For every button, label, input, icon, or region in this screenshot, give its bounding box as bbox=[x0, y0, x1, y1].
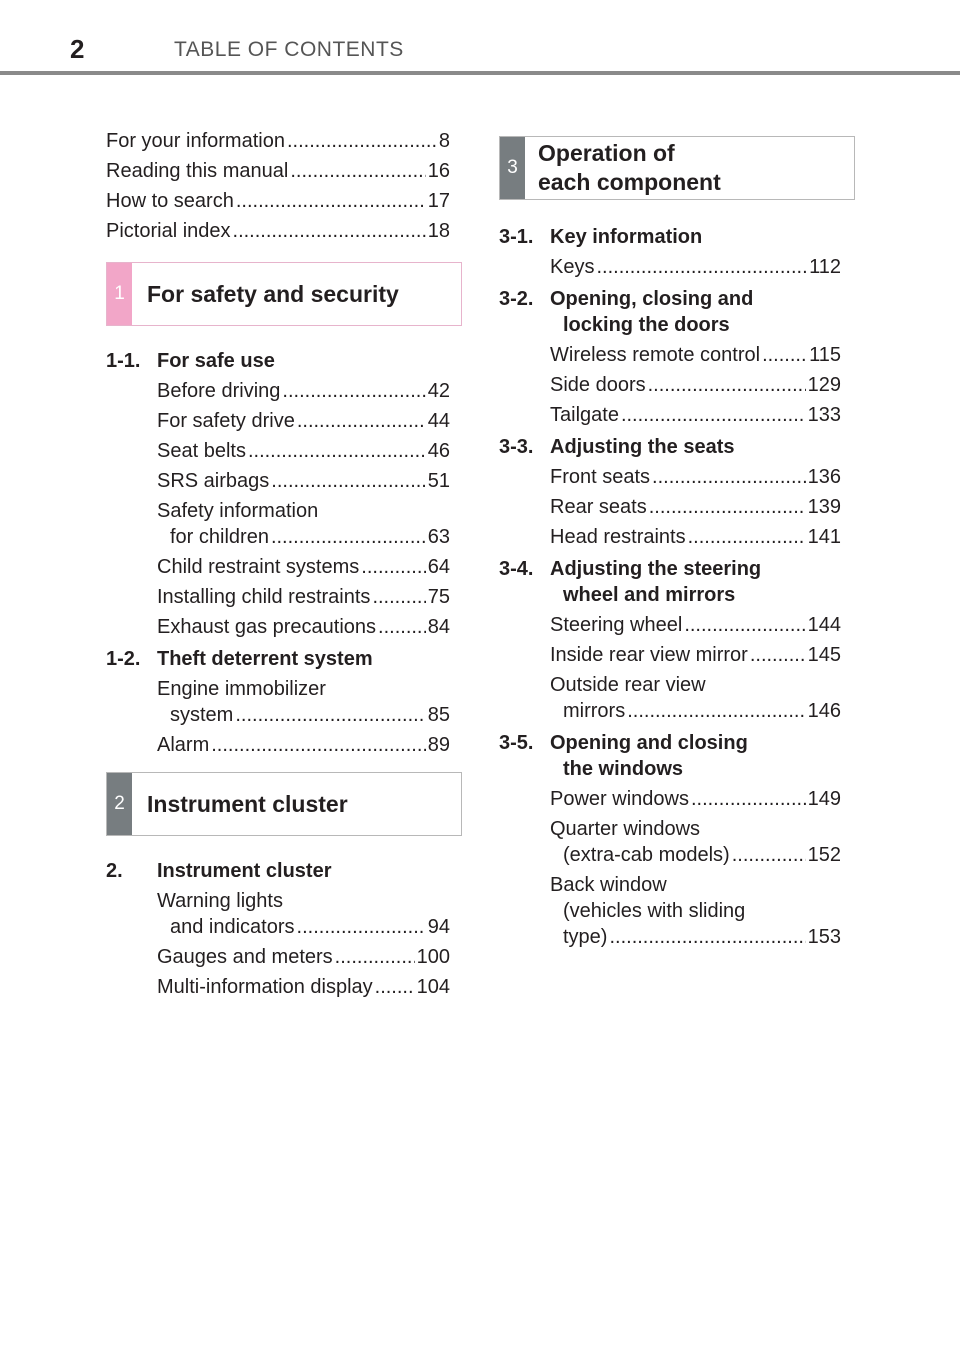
toc-entry[interactable]: Rear seats ..... 139 bbox=[550, 494, 841, 520]
toc-entry[interactable]: Steering wheel ..... 144 bbox=[550, 612, 841, 638]
toc-entry[interactable]: Alarm ..... 89 bbox=[157, 732, 450, 758]
top-entries bbox=[106, 128, 450, 244]
page-number: 2 bbox=[70, 34, 85, 64]
toc-entry[interactable]: SRS airbags ..... 51 bbox=[157, 468, 450, 494]
subsection-heading[interactable]: 1-1. For safe use bbox=[106, 350, 275, 372]
section-tab-3: 3 bbox=[500, 137, 525, 199]
toc-entry[interactable]: For your information ..... 8 bbox=[106, 128, 450, 154]
section-tab-1: 1 bbox=[107, 263, 132, 325]
section-title-1: For safety and security bbox=[147, 280, 399, 307]
toc-entry[interactable]: How to search ..... 17 bbox=[106, 188, 450, 214]
toc-entry[interactable]: Safety information for children ..... 63 bbox=[157, 498, 450, 550]
section-tab-2: 2 bbox=[107, 773, 132, 835]
subsection-3-4 bbox=[499, 556, 855, 724]
toc-entry[interactable]: Outside rear view mirrors ..... 146 bbox=[550, 672, 841, 724]
toc-entry[interactable]: For safety drive ..... 44 bbox=[157, 408, 450, 434]
subsection-3-5 bbox=[499, 730, 855, 950]
subsection-1-1 bbox=[106, 348, 450, 640]
toc-entry[interactable]: Before driving ..... 42 bbox=[157, 378, 450, 404]
toc-entry[interactable]: Warning lights and indicators ..... 94 bbox=[157, 888, 450, 940]
subsection-2 bbox=[106, 858, 450, 1000]
section-header-1[interactable] bbox=[106, 262, 462, 326]
subsection-heading[interactable]: 3-2. Opening, closing and locking the doors bbox=[499, 288, 754, 336]
section-title-2: Instrument cluster bbox=[147, 790, 348, 817]
subsection-heading[interactable]: 3-1. Key information bbox=[499, 226, 703, 248]
toc-entry[interactable]: Seat belts ..... 46 bbox=[157, 438, 450, 464]
toc-entry[interactable]: Wireless remote control ..... 115 bbox=[550, 342, 841, 368]
subsection-heading[interactable]: 3-3. Adjusting the seats bbox=[499, 436, 735, 458]
toc-entry[interactable]: Front seats ..... 136 bbox=[550, 464, 841, 490]
section-title-3: Operation of each component bbox=[538, 140, 721, 195]
toc-entry[interactable]: Multi-information display ..... 104 bbox=[157, 974, 450, 1000]
toc-entry[interactable]: Gauges and meters ..... 100 bbox=[157, 944, 450, 970]
subsection-heading[interactable]: 3-4. Adjusting the steering wheel and mirrors bbox=[499, 558, 762, 606]
toc-entry[interactable]: Tailgate ..... 133 bbox=[550, 402, 841, 428]
toc-entry[interactable]: Installing child restraints ..... 75 bbox=[157, 584, 450, 610]
header-divider bbox=[0, 71, 960, 75]
toc-entry[interactable]: Reading this manual ..... 16 bbox=[106, 158, 450, 184]
subsection-1-2 bbox=[106, 646, 450, 758]
page-header bbox=[0, 0, 960, 78]
subsection-3-1 bbox=[499, 224, 855, 280]
toc-entry[interactable]: Exhaust gas precautions ..... 84 bbox=[157, 614, 450, 640]
page-title: TABLE OF CONTENTS bbox=[174, 38, 404, 61]
subsection-heading[interactable]: 1-2. Theft deterrent system bbox=[106, 648, 373, 670]
toc-entry[interactable]: Engine immobilizer system ..... 85 bbox=[157, 676, 450, 728]
subsection-3-3 bbox=[499, 434, 855, 550]
toc-entry[interactable]: Side doors ..... 129 bbox=[550, 372, 841, 398]
subsection-heading[interactable]: 2. Instrument cluster bbox=[106, 860, 332, 882]
subsection-heading[interactable]: 3-5. Opening and closing the windows bbox=[499, 732, 748, 780]
subsection-3-2 bbox=[499, 286, 855, 428]
toc-entry[interactable]: Back window (vehicles with sliding type) ..... 153 bbox=[550, 872, 841, 950]
right-column bbox=[499, 136, 855, 950]
toc-entry[interactable]: Keys ..... 112 bbox=[550, 254, 841, 280]
toc-entry[interactable]: Head restraints ..... 141 bbox=[550, 524, 841, 550]
toc-entry[interactable]: Child restraint systems ..... 64 bbox=[157, 554, 450, 580]
toc-entry[interactable]: Power windows ..... 149 bbox=[550, 786, 841, 812]
toc-entry[interactable]: Inside rear view mirror ..... 145 bbox=[550, 642, 841, 668]
toc-entry[interactable]: Quarter windows (extra-cab models) ..... 152 bbox=[550, 816, 841, 868]
toc-entry[interactable]: Pictorial index ..... 18 bbox=[106, 218, 450, 244]
section-header-3[interactable] bbox=[499, 136, 855, 200]
section-header-2[interactable] bbox=[106, 772, 462, 836]
left-column bbox=[106, 128, 450, 1000]
